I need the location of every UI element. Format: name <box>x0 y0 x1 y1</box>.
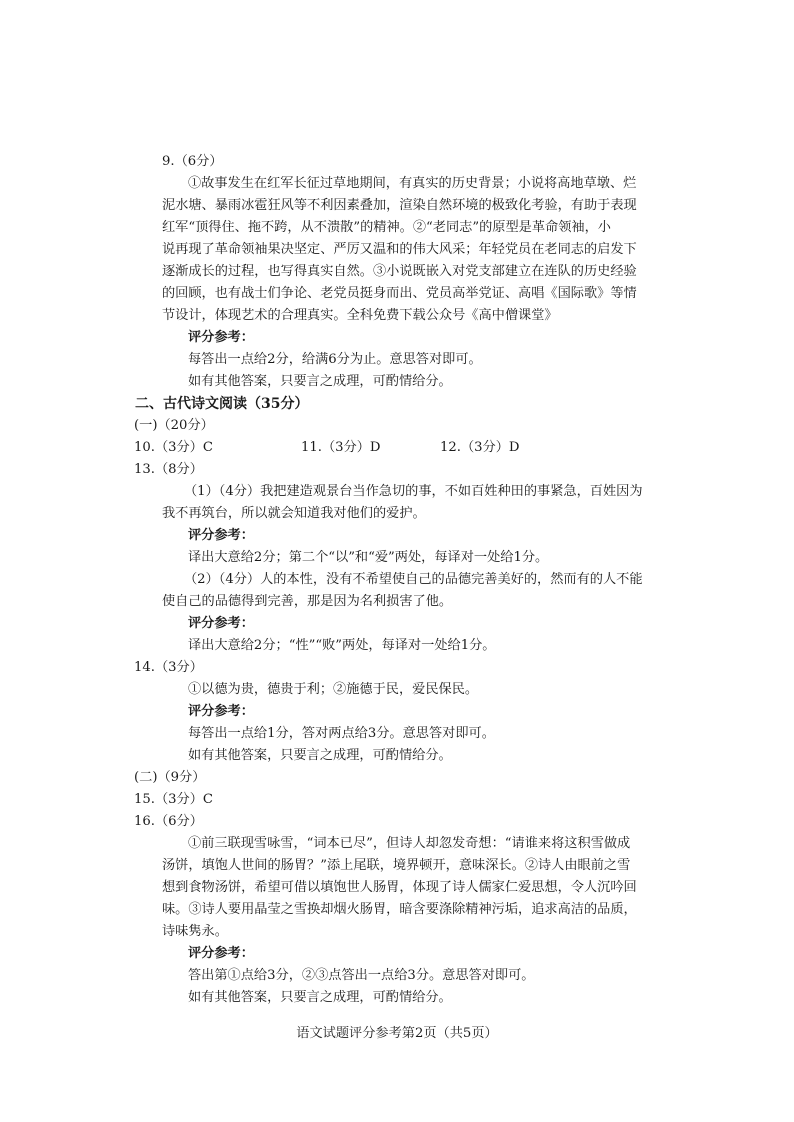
q9-scoring-line: 每答出一点给2分，给满6分为止。意思答对即可。 <box>188 352 482 367</box>
q9-answer-line: 红军“顶得住、拖不跨，从不溃散”的精神。②“老同志”的原型是革命领袖，小 <box>162 220 611 235</box>
q13-1-answer-line: （1）（4分）我把建造观景台当作急切的事，不如百姓种田的事紧急，百姓因为 <box>184 484 643 499</box>
q9-scoring-line: 如有其他答案，只要言之成理，可酌情给分。 <box>188 374 452 389</box>
q14-answer: ①以德为贵，德贵于利；②施德于民，爱民保民。 <box>188 682 479 697</box>
q16-scoring-line: 答出第①点给3分，②③点答出一点给3分。意思答对即可。 <box>188 968 535 983</box>
q10-answer: 10.（3分）C <box>134 440 214 455</box>
q14-scoring-line: 如有其他答案，只要言之成理，可酌情给分。 <box>188 748 452 763</box>
q12-answer: 12.（3分）D <box>440 440 520 455</box>
q13-2-scoring-line: 译出大意给2分；“性”“败”两处，每译对一处给1分。 <box>188 638 496 653</box>
q14-scoring-line: 每答出一点给1分，答对两点给3分。意思答对即可。 <box>188 726 495 741</box>
q13-2-answer-line: 使自己的品德得到完善，那是因为名利损害了他。 <box>162 594 453 609</box>
q13-2-scoring-title: 评分参考： <box>188 616 254 631</box>
page-footer: 语文试题评分参考第2页（共5页） <box>296 1026 498 1041</box>
q9-answer-line: 说再现了革命领袖果决坚定、严厉又温和的伟大风采；年轻党员在老同志的启发下 <box>162 242 637 257</box>
part1-heading: (一)（20分） <box>134 418 214 433</box>
q9-answer-line: 节设计，体现艺术的合理真实。全科免费下载公众号《高中僧课堂》 <box>162 308 558 323</box>
q13-2-answer-line: （2）（4分）人的本性，没有不希望使自己的品德完善美好的，然而有的人不能 <box>184 572 643 587</box>
q14-heading: 14.（3分） <box>134 660 203 675</box>
q9-answer-line: 的回顾，也有战士们争论、老党员挺身而出、党员高举党证、高唱《国际歌》等情 <box>162 286 637 301</box>
q16-heading: 16.（6分） <box>134 814 203 829</box>
q13-1-answer-line: 我不再筑台，所以就会知道我对他们的爱护。 <box>162 506 426 521</box>
q16-answer-line: 诗味隽永。 <box>162 924 228 939</box>
q9-answer-line: 逐渐成长的过程，也写得真实自然。③小说既嵌入对党支部建立在连队的历史经验 <box>162 264 637 279</box>
q16-answer-line: 想到食物汤饼，希望可借以填饱世人肠胃，体现了诗人儒家仁爱思想，令人沉吟回 <box>162 880 637 895</box>
q16-answer-line: ①前三联现雪咏雪，“词本已尽”，但诗人却忽发奇想：“请谁来将这积雪做成 <box>188 836 631 851</box>
q16-scoring-line: 如有其他答案，只要言之成理，可酌情给分。 <box>188 990 452 1005</box>
q16-scoring-title: 评分参考： <box>188 946 254 961</box>
part2-heading: (二)（9分） <box>134 770 206 785</box>
q13-1-scoring-title: 评分参考： <box>188 528 254 543</box>
q9-answer-line: 泥水塘、暴雨冰雹狂风等不利因素叠加，渲染自然环境的极致化考验，有助于表现 <box>162 198 637 213</box>
q16-answer-line: 汤饼，填饱人世间的肠胃？”添上尾联，境界顿开，意味深长。②诗人由眼前之雪 <box>162 858 631 873</box>
q15-answer: 15.（3分）C <box>134 792 214 807</box>
section-heading: 二、古代诗文阅读（35分） <box>135 396 309 412</box>
q13-heading: 13.（8分） <box>134 462 203 477</box>
q16-answer-line: 味。③诗人要用晶莹之雪换却烟火肠胃，暗含要涤除精神污垢，追求高洁的品质， <box>162 902 637 917</box>
q9-answer-line: ①故事发生在红军长征过草地期间，有真实的历史背景；小说将高地草墩、烂 <box>188 176 637 191</box>
q9-scoring-title: 评分参考： <box>188 330 254 345</box>
q11-answer: 11.（3分）D <box>301 440 381 455</box>
q13-1-scoring-line: 译出大意给2分；第二个“以”和“爱”两处，每译对一处给1分。 <box>188 550 549 565</box>
q9-heading: 9.（6分） <box>162 154 223 169</box>
q14-scoring-title: 评分参考： <box>188 704 254 719</box>
